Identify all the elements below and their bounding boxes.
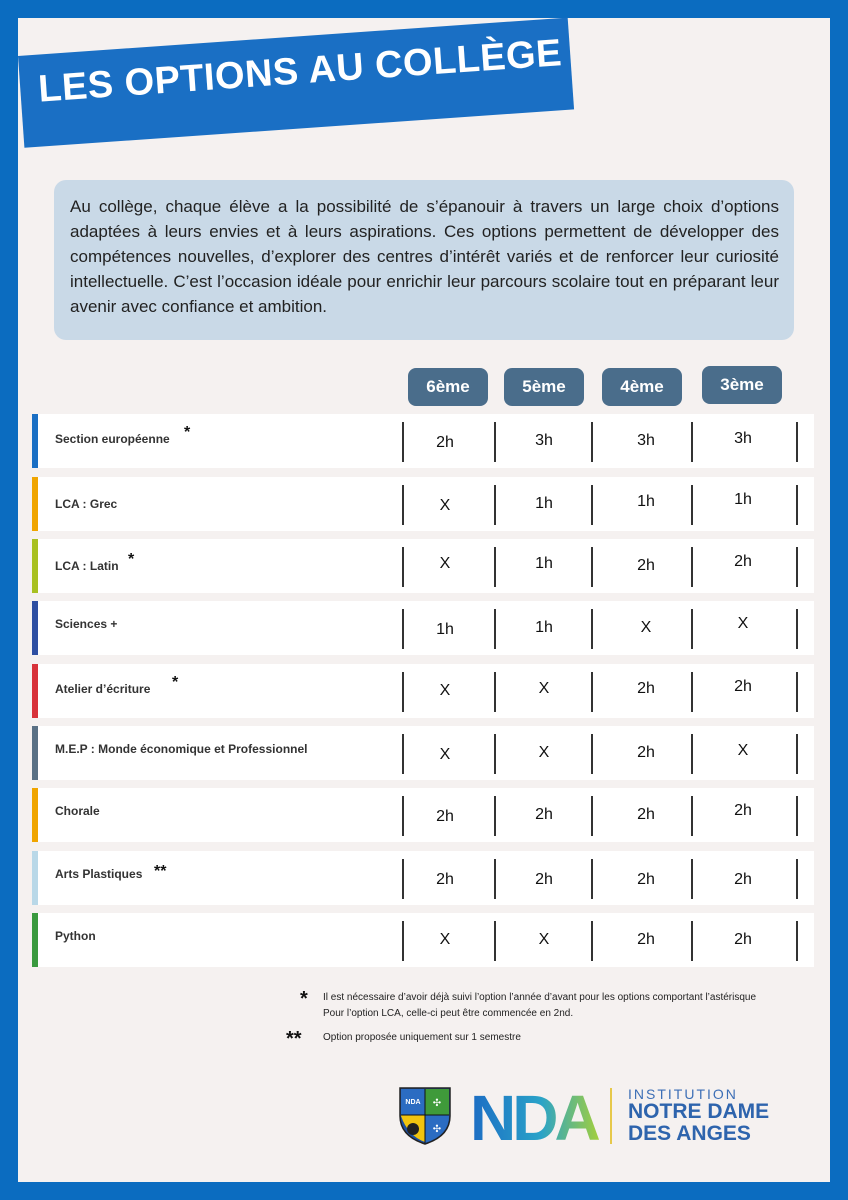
row-color-bar [32, 477, 38, 531]
crest-icon [398, 1086, 452, 1146]
crest-text: NDA [405, 1099, 421, 1106]
cell-4eme: 2h [637, 806, 655, 823]
cell-5eme: X [538, 744, 550, 761]
cell-5eme: 1h [535, 619, 553, 636]
footnote-star-single: * [300, 988, 308, 1010]
column-separator [494, 422, 496, 462]
logo-divider [610, 1088, 612, 1144]
option-label: Atelier d’écriture [55, 682, 151, 696]
cell-6eme: X [439, 555, 451, 572]
cell-6eme: 1h [436, 621, 454, 638]
column-separator [591, 796, 593, 836]
row-color-bar [32, 913, 38, 967]
cell-4eme: 2h [637, 931, 655, 948]
cell-4eme: 2h [637, 680, 655, 697]
column-separator [402, 734, 404, 774]
column-separator [494, 734, 496, 774]
footnote-star-double: ** [286, 1028, 302, 1050]
option-label: Sciences + [55, 617, 118, 631]
column-separator [591, 672, 593, 712]
cell-4eme: X [640, 619, 652, 636]
column-separator [494, 921, 496, 961]
column-separator [691, 547, 693, 587]
year-header-5eme: 5ème [504, 368, 584, 406]
option-asterisk: * [172, 674, 179, 691]
institution-name-line-2: DES ANGES [628, 1122, 751, 1145]
year-header-6eme: 6ème [408, 368, 488, 406]
column-separator [591, 921, 593, 961]
table-row [32, 913, 814, 967]
option-asterisk: ** [154, 863, 167, 880]
option-label: Arts Plastiques [55, 867, 143, 881]
intro-box [54, 180, 794, 340]
cell-5eme: 1h [535, 495, 553, 512]
column-separator [796, 609, 798, 649]
cell-3eme: X [737, 742, 749, 759]
nda-logo-icon [470, 1086, 600, 1146]
option-label: Chorale [55, 804, 100, 818]
cell-5eme: 3h [535, 432, 553, 449]
column-separator [691, 485, 693, 525]
footnote-line-1: Il est nécessaire d’avoir déjà suivi l’option l’année d’avant pour les options comportant l’astérisque [323, 992, 757, 1003]
column-separator [591, 859, 593, 899]
cell-4eme: 2h [637, 744, 655, 761]
row-color-bar [32, 788, 38, 842]
option-asterisk: * [184, 424, 191, 441]
column-separator [691, 921, 693, 961]
column-separator [402, 921, 404, 961]
column-separator [494, 547, 496, 587]
column-separator [494, 859, 496, 899]
nda-letters: NDA [470, 1086, 597, 1146]
svg-text:✣: ✣ [432, 1124, 442, 1135]
option-label: Python [55, 929, 96, 943]
column-separator [402, 609, 404, 649]
column-separator [691, 672, 693, 712]
row-color-bar [32, 851, 38, 905]
cell-3eme: X [737, 615, 749, 632]
row-color-bar [32, 601, 38, 655]
column-separator [796, 672, 798, 712]
cell-6eme: 2h [436, 871, 454, 888]
cell-3eme: 3h [734, 430, 752, 447]
year-header-3eme: 3ème [702, 366, 782, 404]
option-label: LCA : Latin [55, 559, 119, 573]
column-separator [591, 734, 593, 774]
option-asterisk: * [128, 551, 135, 568]
column-separator [591, 485, 593, 525]
cell-4eme: 2h [637, 557, 655, 574]
column-separator [591, 609, 593, 649]
column-separator [591, 422, 593, 462]
column-separator [691, 422, 693, 462]
row-color-bar [32, 664, 38, 718]
table-row [32, 664, 814, 718]
cell-5eme: 1h [535, 555, 553, 572]
cell-4eme: 1h [637, 493, 655, 510]
column-separator [796, 485, 798, 525]
cell-5eme: X [538, 931, 550, 948]
row-color-bar [32, 726, 38, 780]
cell-5eme: X [538, 680, 550, 697]
cell-6eme: 2h [436, 808, 454, 825]
column-separator [796, 734, 798, 774]
institution-name-line-1: NOTRE DAME [628, 1100, 770, 1123]
cell-6eme: X [439, 682, 451, 699]
page-title: LES OPTIONS AU COLLÈGE [36, 32, 564, 111]
column-separator [691, 734, 693, 774]
institution-logo [398, 1086, 818, 1152]
row-color-bar [32, 539, 38, 593]
svg-text:✣: ✣ [432, 1098, 442, 1109]
cell-3eme: 2h [734, 871, 752, 888]
cell-4eme: 2h [637, 871, 655, 888]
column-separator [494, 609, 496, 649]
column-separator [402, 422, 404, 462]
column-separator [402, 547, 404, 587]
row-color-bar [32, 414, 38, 468]
column-separator [796, 796, 798, 836]
cell-3eme: 2h [734, 678, 752, 695]
table-row [32, 539, 814, 593]
column-separator [796, 422, 798, 462]
option-label: LCA : Grec [55, 497, 118, 511]
column-separator [494, 796, 496, 836]
column-separator [402, 859, 404, 899]
footnote-line-2: Pour l’option LCA, celle-ci peut être commencée en 2nd. [323, 1008, 574, 1019]
table-row [32, 726, 814, 780]
cell-6eme: X [439, 931, 451, 948]
footnote-line-3: Option proposée uniquement sur 1 semestre [323, 1032, 521, 1043]
column-separator [402, 672, 404, 712]
year-header-4eme: 4ème [602, 368, 682, 406]
column-separator [796, 547, 798, 587]
cell-3eme: 2h [734, 931, 752, 948]
column-separator [796, 921, 798, 961]
cell-6eme: X [439, 497, 451, 514]
cell-5eme: 2h [535, 871, 553, 888]
cell-3eme: 2h [734, 802, 752, 819]
column-separator [691, 609, 693, 649]
cell-3eme: 2h [734, 553, 752, 570]
table-row [32, 601, 814, 655]
column-separator [402, 485, 404, 525]
cell-5eme: 2h [535, 806, 553, 823]
institution-label: INSTITUTION [628, 1086, 738, 1102]
intro-text: Au collège, chaque élève a la possibilité de s’épanouir à travers un large choix d’options adaptées à leurs envies et à leurs aspirations. Ces options permettent de développer des compétences nouvelles, d’explorer des centres d’intérêt variés et de renforcer leur curiosité intellectuelle. C’est l’occasion idéale pour enrichir leur parcours scolaire tout en préparant leur avenir avec confiance et ambition. [70, 197, 779, 316]
column-separator [591, 547, 593, 587]
option-label: Section européenne [55, 432, 170, 446]
table-row [32, 788, 814, 842]
column-separator [402, 796, 404, 836]
column-separator [691, 859, 693, 899]
table-row [32, 477, 814, 531]
cell-6eme: 2h [436, 434, 454, 451]
table-row [32, 414, 814, 468]
column-separator [691, 796, 693, 836]
cell-6eme: X [439, 746, 451, 763]
cell-3eme: 1h [734, 491, 752, 508]
table-row [32, 851, 814, 905]
cell-4eme: 3h [637, 432, 655, 449]
column-separator [494, 485, 496, 525]
column-separator [494, 672, 496, 712]
column-separator [796, 859, 798, 899]
option-label: M.E.P : Monde économique et Professionnel [55, 742, 308, 756]
